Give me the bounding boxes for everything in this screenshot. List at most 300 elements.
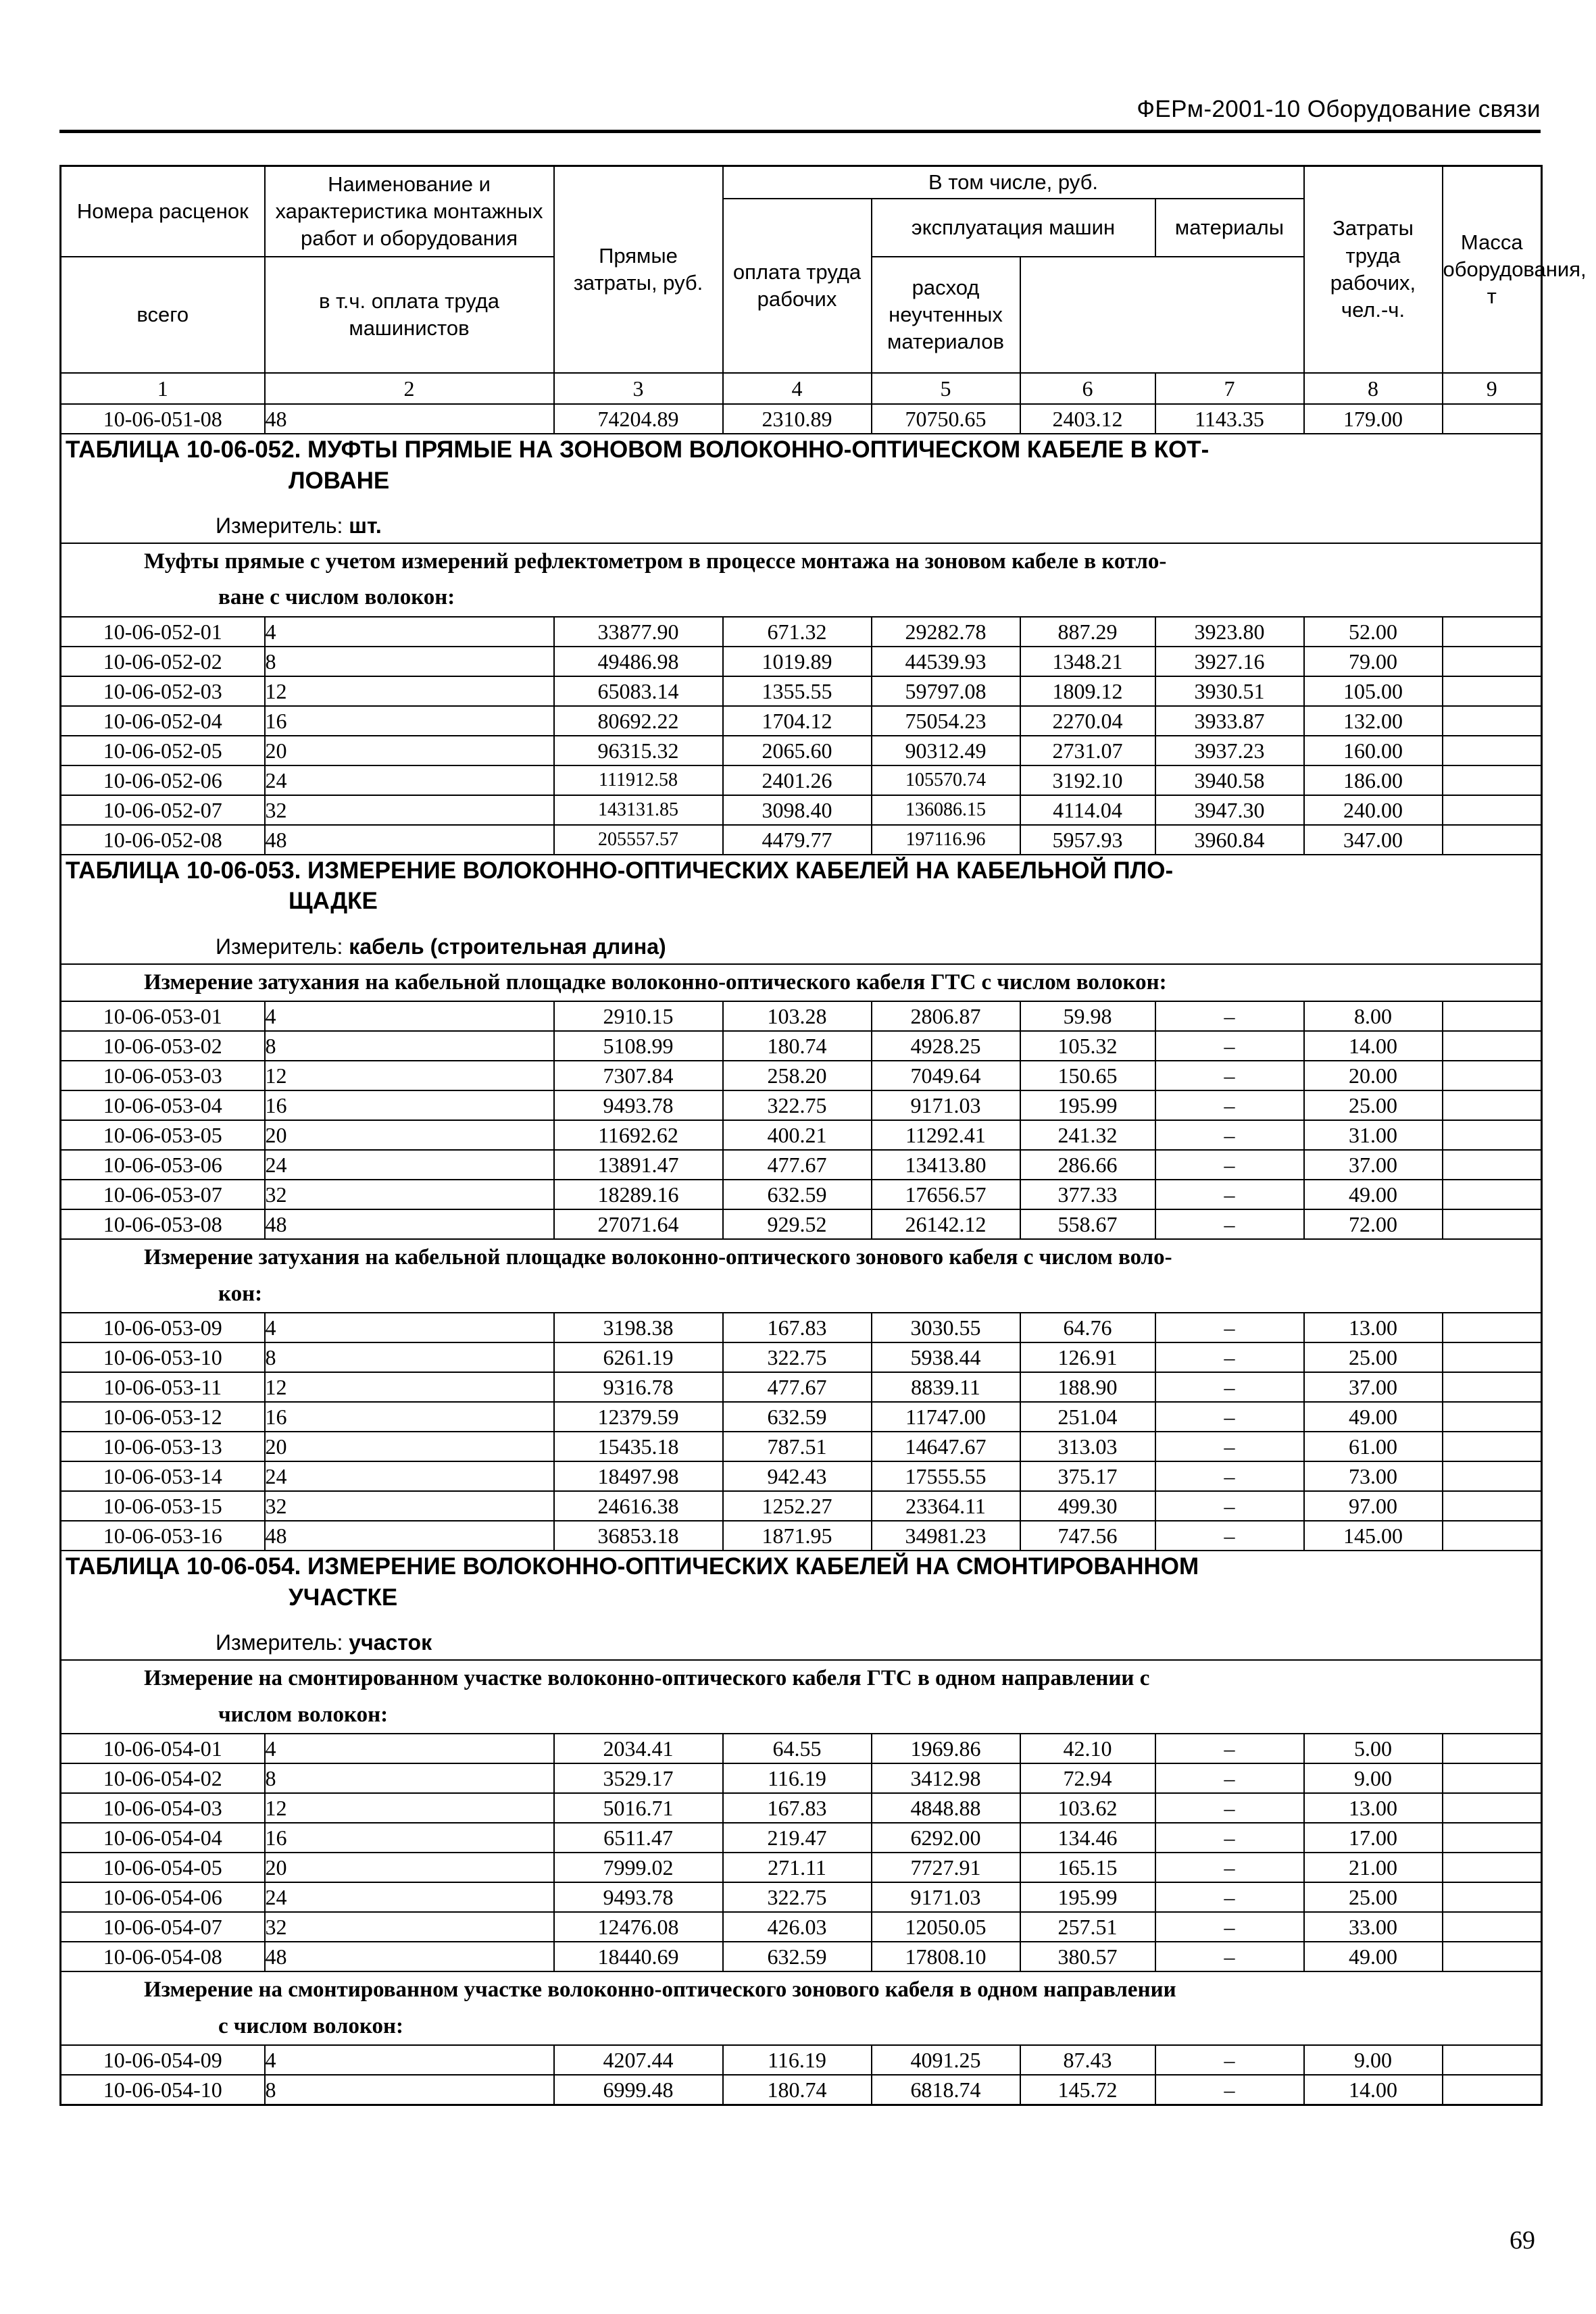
cell-direct-costs: 7999.02	[554, 1853, 723, 1882]
cell-machinist-pay: 87.43	[1020, 2045, 1155, 2075]
column-number-2: 2	[265, 373, 554, 404]
cell-rate-code: 10-06-053-13	[61, 1432, 265, 1461]
cell-machinist-pay: 5957.93	[1020, 825, 1155, 855]
table-row[interactable]	[61, 1942, 1542, 1971]
table-row[interactable]	[61, 1120, 1542, 1150]
cell-machinist-pay: 165.15	[1020, 1853, 1155, 1882]
section-description: Муфты прямые с учетом измерений рефлектометром в процессе монтажа на зоновом кабеле в котло- ване с числом волокон:	[61, 544, 1541, 616]
measure-line: Измеритель: шт.	[216, 513, 382, 538]
cell-unaccounted-materials: –	[1155, 1372, 1304, 1402]
cell-worker-pay: 180.74	[723, 1031, 872, 1061]
cell-unaccounted-materials: –	[1155, 1942, 1304, 1971]
th-machinist-pay: в т.ч. оплата труда машинистов	[265, 257, 554, 373]
table-row[interactable]	[61, 647, 1542, 676]
cell-machines-total: 1969.86	[872, 1734, 1020, 1763]
cell-direct-costs: 6511.47	[554, 1823, 723, 1853]
cell-machines-total: 44539.93	[872, 647, 1020, 676]
section-description: Измерение на смонтированном участке волоконно-оптического кабеля ГТС в одном направлении с числом волокон:	[61, 1661, 1541, 1733]
cell-unaccounted-materials: –	[1155, 1150, 1304, 1180]
table-row[interactable]	[61, 676, 1542, 706]
cell-labor-hours: 49.00	[1304, 1942, 1443, 1971]
cell-labor-hours: 73.00	[1304, 1461, 1443, 1491]
section-description-cell	[61, 543, 1542, 617]
cell-machinist-pay: 747.56	[1020, 1521, 1155, 1551]
cell-equipment-mass	[1443, 1402, 1542, 1432]
cell-equipment-mass	[1443, 1180, 1542, 1209]
cell-rate-code: 10-06-054-06	[61, 1882, 265, 1912]
cell-labor-hours: 9.00	[1304, 1763, 1443, 1793]
cell-unaccounted-materials: –	[1155, 1180, 1304, 1209]
cell-equipment-mass	[1443, 1461, 1542, 1491]
cell-unaccounted-materials: –	[1155, 1402, 1304, 1432]
section-description-second-line: кон:	[218, 1281, 263, 1306]
cell-machines-total: 3030.55	[872, 1313, 1020, 1342]
cell-rate-code: 10-06-052-04	[61, 706, 265, 736]
cell-rate-code: 10-06-054-04	[61, 1823, 265, 1853]
table-title-cell	[61, 434, 1542, 543]
th-group-included: В том числе, руб.	[723, 166, 1304, 199]
cell-unaccounted-materials: 3927.16	[1155, 647, 1304, 676]
cell-description: 16	[265, 1090, 554, 1120]
cell-description: 20	[265, 1853, 554, 1882]
cell-direct-costs: 2034.41	[554, 1734, 723, 1763]
cell-description: 8	[265, 2075, 554, 2105]
cell-direct-costs: 3529.17	[554, 1763, 723, 1793]
cell-labor-hours: 52.00	[1304, 617, 1443, 647]
cell-direct-costs: 6261.19	[554, 1342, 723, 1372]
table-row[interactable]	[61, 1209, 1542, 1239]
cell-machinist-pay: 1348.21	[1020, 647, 1155, 676]
table-row[interactable]	[61, 1001, 1542, 1031]
cell-unaccounted-materials: –	[1155, 2045, 1304, 2075]
cell-machinist-pay: 4114.04	[1020, 795, 1155, 825]
cell-equipment-mass	[1443, 1150, 1542, 1180]
cell-description: 8	[265, 1031, 554, 1061]
column-number-3: 3	[554, 373, 723, 404]
cell-machines-total: 29282.78	[872, 617, 1020, 647]
section-description-second-line: ване с числом волокон:	[218, 585, 455, 610]
cell-machinist-pay: 42.10	[1020, 1734, 1155, 1763]
cell-equipment-mass	[1443, 617, 1542, 647]
cell-machinist-pay: 145.72	[1020, 2075, 1155, 2105]
cell-description: 20	[265, 1432, 554, 1461]
cell-direct-costs: 36853.18	[554, 1521, 723, 1551]
cell-machines-total: 17656.57	[872, 1180, 1020, 1209]
cell-machines-total: 7049.64	[872, 1061, 1020, 1090]
cell-labor-hours: 61.00	[1304, 1432, 1443, 1461]
cell-labor-hours: 37.00	[1304, 1372, 1443, 1402]
cell-worker-pay: 271.11	[723, 1853, 872, 1882]
table-row[interactable]	[61, 1734, 1542, 1763]
cell-machines-total: 5938.44	[872, 1342, 1020, 1372]
cell-worker-pay: 322.75	[723, 1090, 872, 1120]
cell-rate-code: 10-06-053-02	[61, 1031, 265, 1061]
cell-worker-pay: 1355.55	[723, 676, 872, 706]
cell-machinist-pay: 257.51	[1020, 1912, 1155, 1942]
cell-labor-hours: 105.00	[1304, 676, 1443, 706]
table-row[interactable]	[61, 1372, 1542, 1402]
cell-description: 8	[265, 1342, 554, 1372]
cell-labor-hours: 240.00	[1304, 795, 1443, 825]
table-row[interactable]	[61, 1150, 1542, 1180]
cell-labor-hours: 13.00	[1304, 1793, 1443, 1823]
cell-unaccounted-materials: –	[1155, 1090, 1304, 1120]
cell-machines-total: 12050.05	[872, 1912, 1020, 1942]
section-description-row	[61, 964, 1542, 1001]
cell-unaccounted-materials: –	[1155, 1313, 1304, 1342]
cell-equipment-mass	[1443, 1090, 1542, 1120]
cell-equipment-mass	[1443, 825, 1542, 855]
cell-unaccounted-materials: –	[1155, 1031, 1304, 1061]
th-direct-costs: Прямые затраты, руб.	[554, 166, 723, 374]
cell-direct-costs: 33877.90	[554, 617, 723, 647]
cell-machines-total: 4091.25	[872, 2045, 1020, 2075]
cell-equipment-mass	[1443, 1061, 1542, 1090]
table-title-cell	[61, 855, 1542, 964]
cell-worker-pay: 322.75	[723, 1342, 872, 1372]
cell-machinist-pay: 150.65	[1020, 1061, 1155, 1090]
price-table-wrapper	[59, 165, 1587, 2106]
cell-machinist-pay: 3192.10	[1020, 765, 1155, 795]
cell-unaccounted-materials: –	[1155, 1793, 1304, 1823]
cell-machines-total: 197116.96	[872, 825, 1020, 855]
cell-machinist-pay: 126.91	[1020, 1342, 1155, 1372]
cell-description: 16	[265, 706, 554, 736]
cell-labor-hours: 347.00	[1304, 825, 1443, 855]
cell-unaccounted-materials: –	[1155, 1120, 1304, 1150]
column-number-5: 5	[872, 373, 1020, 404]
table-row[interactable]	[61, 765, 1542, 795]
cell-direct-costs: 9493.78	[554, 1090, 723, 1120]
table-row[interactable]	[61, 2075, 1542, 2105]
cell-description: 12	[265, 1372, 554, 1402]
cell-labor-hours: 186.00	[1304, 765, 1443, 795]
cell-machinist-pay: 103.62	[1020, 1793, 1155, 1823]
table-row[interactable]	[61, 706, 1542, 736]
cell-machines-total: 9171.03	[872, 1090, 1020, 1120]
cell-worker-pay: 2065.60	[723, 736, 872, 765]
cell-direct-costs: 7307.84	[554, 1061, 723, 1090]
cell-labor-hours: 25.00	[1304, 1090, 1443, 1120]
cell-worker-pay: 167.83	[723, 1313, 872, 1342]
cell-description: 16	[265, 1823, 554, 1853]
column-number-6: 6	[1020, 373, 1155, 404]
cell-unaccounted-materials: 3940.58	[1155, 765, 1304, 795]
cell-labor-hours: 25.00	[1304, 1882, 1443, 1912]
cell-worker-pay: 1704.12	[723, 706, 872, 736]
cell-worker-pay: 219.47	[723, 1823, 872, 1853]
table-row[interactable]	[61, 825, 1542, 855]
table-row[interactable]	[61, 1432, 1542, 1461]
cell-machines-total: 13413.80	[872, 1150, 1020, 1180]
cell-labor-hours: 5.00	[1304, 1734, 1443, 1763]
cell-unaccounted-materials: –	[1155, 1734, 1304, 1763]
table-row[interactable]	[61, 1402, 1542, 1432]
cell-description: 4	[265, 1001, 554, 1031]
table-title-second-line: ЛОВАНЕ	[289, 467, 390, 494]
th-group-materials: материалы	[1155, 199, 1304, 257]
table-row[interactable]	[61, 1180, 1542, 1209]
measure-line: Измеритель: участок	[216, 1630, 432, 1655]
cell-unaccounted-materials: 3933.87	[1155, 706, 1304, 736]
header-row-1	[61, 166, 1542, 199]
cell-description: 4	[265, 617, 554, 647]
cell-machinist-pay: 59.98	[1020, 1001, 1155, 1031]
table-row[interactable]	[61, 1882, 1542, 1912]
section-description: Измерение затухания на кабельной площадке волоконно-оптического кабеля ГТС с числом волокон:	[144, 970, 1167, 995]
table-row[interactable]	[61, 1823, 1542, 1853]
th-labor-hours: Затраты труда рабочих, чел.-ч.	[1304, 166, 1443, 374]
cell-worker-pay: 167.83	[723, 1793, 872, 1823]
cell-machinist-pay: 377.33	[1020, 1180, 1155, 1209]
cell-equipment-mass	[1443, 2075, 1542, 2105]
cell-description: 4	[265, 2045, 554, 2075]
cell-machinist-pay: 72.94	[1020, 1763, 1155, 1793]
cell-direct-costs: 6999.48	[554, 2075, 723, 2105]
cell-machines-total: 6292.00	[872, 1823, 1020, 1853]
cell-rate-code: 10-06-054-03	[61, 1793, 265, 1823]
cell-unaccounted-materials: –	[1155, 1461, 1304, 1491]
cell-direct-costs: 205557.57	[554, 825, 723, 855]
cell-description: 12	[265, 1061, 554, 1090]
cell-machines-total: 75054.23	[872, 706, 1020, 736]
cell-unaccounted-materials: –	[1155, 1432, 1304, 1461]
cell-direct-costs: 65083.14	[554, 676, 723, 706]
cell-description: 8	[265, 1763, 554, 1793]
cell-rate-code: 10-06-052-01	[61, 617, 265, 647]
cell-unaccounted-materials: 3937.23	[1155, 736, 1304, 765]
cell-rate-code: 10-06-054-10	[61, 2075, 265, 2105]
cell-equipment-mass	[1443, 1882, 1542, 1912]
table-row[interactable]	[61, 1342, 1542, 1372]
cell-machines-total: 17555.55	[872, 1461, 1020, 1491]
cell-machines-total: 34981.23	[872, 1521, 1020, 1551]
cell-worker-pay: 2310.89	[723, 404, 872, 434]
cell-machinist-pay: 558.67	[1020, 1209, 1155, 1239]
cell-direct-costs: 5016.71	[554, 1793, 723, 1823]
cell-labor-hours: 14.00	[1304, 2075, 1443, 2105]
table-title-row	[61, 855, 1542, 964]
cell-labor-hours: 37.00	[1304, 1150, 1443, 1180]
cell-machines-total: 9171.03	[872, 1882, 1020, 1912]
cell-machinist-pay: 195.99	[1020, 1090, 1155, 1120]
cell-rate-code: 10-06-053-10	[61, 1342, 265, 1372]
cell-machines-total: 26142.12	[872, 1209, 1020, 1239]
table-row[interactable]	[61, 1061, 1542, 1090]
table-row[interactable]	[61, 1912, 1542, 1942]
table-row[interactable]	[61, 404, 1542, 434]
cell-machinist-pay: 251.04	[1020, 1402, 1155, 1432]
cell-machinist-pay: 2403.12	[1020, 404, 1155, 434]
cell-unaccounted-materials: –	[1155, 1882, 1304, 1912]
cell-rate-code: 10-06-053-12	[61, 1402, 265, 1432]
th-equipment-mass: Масса оборудования, т	[1443, 166, 1542, 374]
cell-machines-total: 59797.08	[872, 676, 1020, 706]
cell-machines-total: 8839.11	[872, 1372, 1020, 1402]
cell-worker-pay: 632.59	[723, 1180, 872, 1209]
column-number-9: 9	[1443, 373, 1542, 404]
cell-direct-costs: 111912.58	[554, 765, 723, 795]
table-title-second-line: ЩАДКЕ	[289, 888, 378, 915]
cell-description: 4	[265, 1313, 554, 1342]
table-row[interactable]	[61, 736, 1542, 765]
cell-rate-code: 10-06-054-08	[61, 1942, 265, 1971]
cell-equipment-mass	[1443, 1912, 1542, 1942]
cell-equipment-mass	[1443, 736, 1542, 765]
cell-direct-costs: 4207.44	[554, 2045, 723, 2075]
price-table	[59, 165, 1587, 2106]
th-work-name: Наименование и характеристика монтажных работ и оборудования	[265, 166, 554, 257]
measure-value: кабель (строительная длина)	[349, 934, 666, 959]
cell-machines-total: 3412.98	[872, 1763, 1020, 1793]
table-row[interactable]	[61, 617, 1542, 647]
cell-machinist-pay: 195.99	[1020, 1882, 1155, 1912]
cell-unaccounted-materials: 3930.51	[1155, 676, 1304, 706]
section-description-second-line: с числом волокон:	[218, 2013, 404, 2038]
cell-labor-hours: 160.00	[1304, 736, 1443, 765]
cell-machinist-pay: 105.32	[1020, 1031, 1155, 1061]
cell-machinist-pay: 64.76	[1020, 1313, 1155, 1342]
cell-equipment-mass	[1443, 795, 1542, 825]
table-row[interactable]	[61, 1763, 1542, 1793]
cell-rate-code: 10-06-053-15	[61, 1491, 265, 1521]
cell-direct-costs: 12379.59	[554, 1402, 723, 1432]
cell-description: 24	[265, 1150, 554, 1180]
measure-value: участок	[349, 1630, 432, 1655]
cell-description: 24	[265, 765, 554, 795]
th-machines-total: всего	[61, 257, 265, 373]
th-worker-pay: оплата труда рабочих	[723, 199, 872, 373]
cell-labor-hours: 9.00	[1304, 2045, 1443, 2075]
cell-direct-costs: 11692.62	[554, 1120, 723, 1150]
cell-worker-pay: 477.67	[723, 1372, 872, 1402]
cell-rate-code: 10-06-052-07	[61, 795, 265, 825]
table-row[interactable]	[61, 1031, 1542, 1061]
table-row[interactable]	[61, 1461, 1542, 1491]
cell-description: 48	[265, 1942, 554, 1971]
cell-rate-code: 10-06-054-09	[61, 2045, 265, 2075]
cell-worker-pay: 64.55	[723, 1734, 872, 1763]
cell-unaccounted-materials: –	[1155, 1209, 1304, 1239]
cell-unaccounted-materials: –	[1155, 1491, 1304, 1521]
cell-direct-costs: 96315.32	[554, 736, 723, 765]
table-row[interactable]	[61, 1090, 1542, 1120]
section-description-cell	[61, 1660, 1542, 1734]
cell-unaccounted-materials: –	[1155, 2075, 1304, 2105]
cell-labor-hours: 33.00	[1304, 1912, 1443, 1942]
cell-worker-pay: 1252.27	[723, 1491, 872, 1521]
cell-machines-total: 7727.91	[872, 1853, 1020, 1882]
cell-description: 12	[265, 1793, 554, 1823]
column-number-1: 1	[61, 373, 265, 404]
table-row[interactable]	[61, 1853, 1542, 1882]
cell-unaccounted-materials: –	[1155, 1912, 1304, 1942]
cell-equipment-mass	[1443, 1342, 1542, 1372]
cell-unaccounted-materials: 3960.84	[1155, 825, 1304, 855]
table-row[interactable]	[61, 2045, 1542, 2075]
table-row[interactable]	[61, 1491, 1542, 1521]
cell-machinist-pay: 2270.04	[1020, 706, 1155, 736]
cell-machines-total: 6818.74	[872, 2075, 1020, 2105]
cell-description: 32	[265, 1180, 554, 1209]
cell-description: 16	[265, 1402, 554, 1432]
th-group-machines: эксплуатация машин	[872, 199, 1155, 257]
table-row[interactable]	[61, 1313, 1542, 1342]
cell-direct-costs: 9316.78	[554, 1372, 723, 1402]
cell-equipment-mass	[1443, 1853, 1542, 1882]
cell-description: 20	[265, 1120, 554, 1150]
cell-description: 48	[265, 404, 554, 434]
cell-labor-hours: 132.00	[1304, 706, 1443, 736]
cell-worker-pay: 929.52	[723, 1209, 872, 1239]
cell-machines-total: 23364.11	[872, 1491, 1020, 1521]
cell-machines-total: 70750.65	[872, 404, 1020, 434]
cell-direct-costs: 27071.64	[554, 1209, 723, 1239]
cell-rate-code: 10-06-053-06	[61, 1150, 265, 1180]
cell-description: 48	[265, 1209, 554, 1239]
cell-equipment-mass	[1443, 1823, 1542, 1853]
cell-description: 24	[265, 1461, 554, 1491]
cell-machinist-pay: 1809.12	[1020, 676, 1155, 706]
cell-equipment-mass	[1443, 1432, 1542, 1461]
cell-labor-hours: 17.00	[1304, 1823, 1443, 1853]
cell-direct-costs: 15435.18	[554, 1432, 723, 1461]
cell-worker-pay: 103.28	[723, 1001, 872, 1031]
cell-machines-total: 17808.10	[872, 1942, 1020, 1971]
cell-equipment-mass	[1443, 2045, 1542, 2075]
cell-machines-total: 136086.15	[872, 795, 1020, 825]
cell-worker-pay: 180.74	[723, 2075, 872, 2105]
cell-machines-total: 4848.88	[872, 1793, 1020, 1823]
cell-machines-total: 90312.49	[872, 736, 1020, 765]
cell-worker-pay: 632.59	[723, 1402, 872, 1432]
cell-direct-costs: 3198.38	[554, 1313, 723, 1342]
table-title: ТАБЛИЦА 10-06-052. МУФТЫ ПРЯМЫЕ НА ЗОНОВОМ ВОЛОКОННО-ОПТИЧЕСКОМ КАБЕЛЕ В КОТ- ЛОВАНЕ	[61, 434, 1541, 496]
cell-equipment-mass	[1443, 404, 1542, 434]
table-row[interactable]	[61, 795, 1542, 825]
cell-rate-code: 10-06-053-07	[61, 1180, 265, 1209]
cell-worker-pay: 1019.89	[723, 647, 872, 676]
cell-rate-code: 10-06-052-03	[61, 676, 265, 706]
cell-worker-pay: 942.43	[723, 1461, 872, 1491]
cell-rate-code: 10-06-053-11	[61, 1372, 265, 1402]
measure-value: шт.	[349, 513, 382, 538]
cell-machinist-pay: 241.32	[1020, 1120, 1155, 1150]
cell-labor-hours: 97.00	[1304, 1491, 1443, 1521]
cell-rate-code: 10-06-053-05	[61, 1120, 265, 1150]
cell-unaccounted-materials: 1143.35	[1155, 404, 1304, 434]
cell-equipment-mass	[1443, 1734, 1542, 1763]
cell-rate-code: 10-06-054-05	[61, 1853, 265, 1882]
table-row[interactable]	[61, 1521, 1542, 1551]
cell-rate-code: 10-06-053-01	[61, 1001, 265, 1031]
cell-labor-hours: 179.00	[1304, 404, 1443, 434]
cell-rate-code: 10-06-054-01	[61, 1734, 265, 1763]
cell-labor-hours: 13.00	[1304, 1313, 1443, 1342]
cell-direct-costs: 143131.85	[554, 795, 723, 825]
table-title-cell	[61, 1551, 1542, 1660]
section-description-row	[61, 1239, 1542, 1313]
cell-equipment-mass	[1443, 765, 1542, 795]
table-title-row	[61, 1551, 1542, 1660]
cell-labor-hours: 72.00	[1304, 1209, 1443, 1239]
table-row[interactable]	[61, 1793, 1542, 1823]
cell-labor-hours: 49.00	[1304, 1180, 1443, 1209]
cell-equipment-mass	[1443, 1372, 1542, 1402]
cell-unaccounted-materials: –	[1155, 1001, 1304, 1031]
table-title: ТАБЛИЦА 10-06-053. ИЗМЕРЕНИЕ ВОЛОКОННО-ОПТИЧЕСКИХ КАБЕЛЕЙ НА КАБЕЛЬНОЙ ПЛО- ЩАДКЕ	[61, 855, 1541, 917]
cell-worker-pay: 116.19	[723, 2045, 872, 2075]
